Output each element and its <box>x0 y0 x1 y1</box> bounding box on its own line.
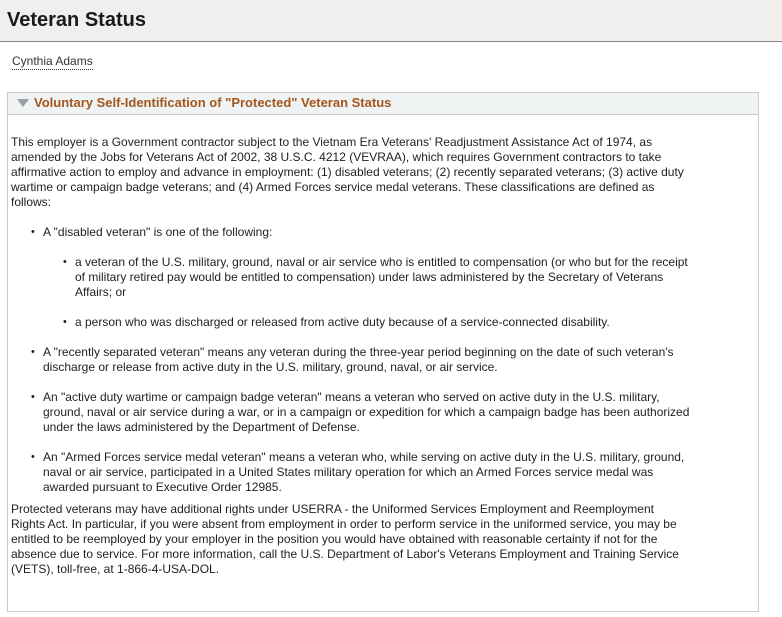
intro-paragraph: This employer is a Government contractor subject to the Vietnam Era Veterans' Readjustment Assistance Act of 1974, as amended by the Jobs for Veterans Act of 2002, 38 U.S.C. 4212 (VEVRAA), which requires Government contractors to take affirmative action to employ and advance in employment: (1) disabled veterans; (2) recently separated veterans; (3) active duty wartime or campaign badge veterans; and (4) Armed Forces service medal veterans. These classifications are defined as follows: <box>11 135 684 209</box>
employee-name-link[interactable]: Cynthia Adams <box>12 54 93 68</box>
sub-definition-compensation: • a veteran of the U.S. military, ground, naval or air service who is entitled to compensation (or who but for the receipt of military retired pay would be entitled to compensation) under laws administered by the Secretary of Veterans Affairs; or <box>63 255 691 300</box>
page-title: Veteran Status <box>7 9 146 31</box>
triangle-down-icon[interactable] <box>17 99 29 107</box>
panel-header[interactable] <box>8 93 758 115</box>
definition-armed-forces-medal: • An "Armed Forces service medal veteran" means a veteran who, while serving on active duty in the U.S. military, ground, naval or air service, participated in a United States military operation for which an Armed Forces service medal was awarded pursuant to Executive Order 12985. <box>31 450 691 495</box>
closing-paragraph: Protected veterans may have additional rights under USERRA - the Uniformed Services Employment and Reemployment Rights Act. In particular, if you were absent from employment in order to perform service in the uniformed service, you may be entitled to be reemployed by your employer in the position you would have obtained with reasonable certainty if not for the absence due to service. For more information, call the U.S. Department of Labor's Veterans Employment and Training Service (VETS), toll-free, at 1-866-4-USA-DOL. <box>11 502 679 576</box>
definitions-list <box>11 225 691 495</box>
definition-active-duty-wartime: • An "active duty wartime or campaign badge veteran" means a veteran who served on active duty in the U.S. military, ground, naval or air service during a war, or in a campaign or expedition for which a campaign badge has been authorized under the laws administered by the Department of Defense. <box>31 390 691 435</box>
disabled-veteran-sublist <box>43 255 691 330</box>
panel-title[interactable]: Voluntary Self-Identification of "Protected" Veteran Status <box>34 95 392 110</box>
page-header <box>0 0 782 42</box>
sub-definition-discharged: • a person who was discharged or released from active duty because of a service-connected disability. <box>63 315 691 330</box>
definition-disabled-veteran: • A "disabled veteran" is one of the following: • a veteran of the U.S. military, ground, naval or air service who is entitled to compensation (or who but for the receipt of military retired pay would be entitled to compensation) under laws administered by the Secretary of Veterans Affairs; or • a person who was discharged or released from active duty because of a service-connected disability. <box>31 225 691 345</box>
panel-body <box>11 135 691 577</box>
definition-recently-separated: • A "recently separated veteran" means any veteran during the three-year period beginning on the date of such veteran's discharge or release from active duty in the U.S. military, ground, naval, or air service. <box>31 345 691 375</box>
